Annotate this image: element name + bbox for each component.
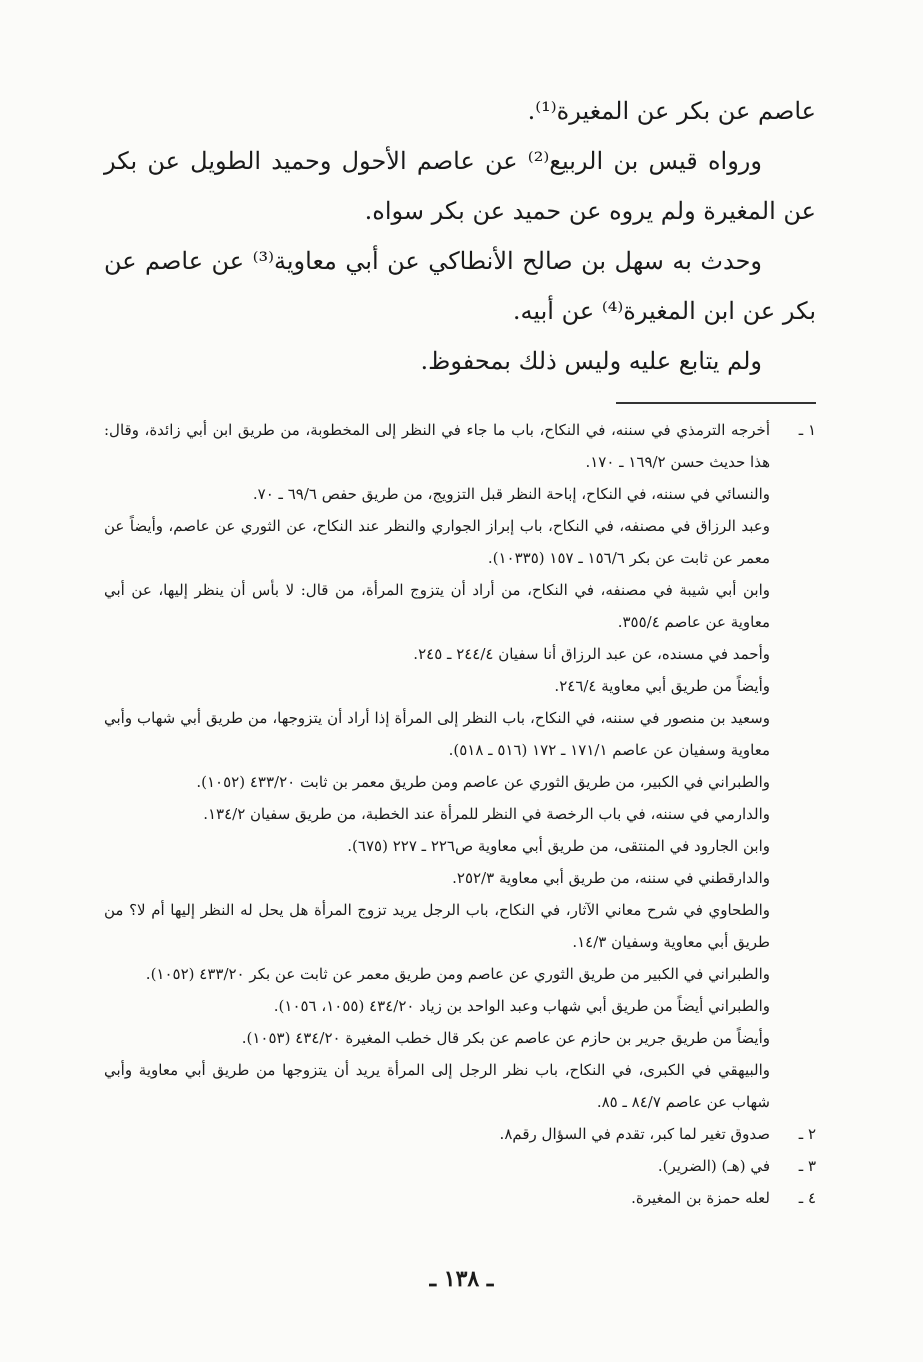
footnote-line: والبيهقي في الكبرى، في النكاح، باب نظر الرجل إلى المرأة يريد أن يتزوجها من طريق أبي معاوية وأبي شهاب عن عاصم ٨٤/٧ ـ ٨٥.: [104, 1061, 770, 1111]
footnote-line: والطبراني في الكبير من طريق الثوري عن عاصم ومن طريق معمر عن ثابت عن بكر ٤٣٣/٢٠ (١٠٥٢).: [145, 965, 770, 983]
main-paragraph: عاصم عن بكر عن المغيرة⁽¹⁾.: [527, 97, 816, 125]
footnote-line: لعله حمزة بن المغيرة.: [631, 1189, 770, 1207]
footnote-number: ٤ ـ: [798, 1189, 816, 1207]
footnote-line: وسعيد بن منصور في سننه، في النكاح، باب النظر إلى المرأة إذا أراد أن يتزوجها، من طريق أبي شهاب وأبي معاوية وسفيان عن عاصم ١٧١/١ ـ ١٧٢ (٥١٦ ـ ٥١٨).: [104, 709, 770, 759]
footnote-number: ١ ـ: [798, 421, 816, 439]
footnote-line: وأحمد في مسنده، عن عبد الرزاق أنا سفيان ٢٤٤/٤ ـ ٢٤٥.: [413, 645, 770, 663]
footnote-line: والطحاوي في شرح معاني الآثار، في النكاح، باب الرجل يريد تزوج المرأة هل يحل له النظر إليها أم لا؟ من طريق أبي معاوية وسفيان ١٤/٣.: [104, 901, 770, 951]
footnote-line: في (هـ) (الضرير).: [657, 1157, 770, 1175]
footnote-line: والنسائي في سننه، في النكاح، إباحة النظر قبل التزويج، من طريق حفص ٦٩/٦ ـ ٧٠.: [252, 485, 770, 503]
main-paragraph: ولم يتابع عليه وليس ذلك بمحفوظ.: [420, 347, 762, 375]
footnote-1: [104, 414, 816, 478]
page-number: ـ ١٣٨ ـ: [429, 1266, 494, 1292]
footnote-number: ٢ ـ: [798, 1125, 816, 1143]
footnote-separator: [616, 402, 816, 404]
footnote-line: والدارقطني في سننه، من طريق أبي معاوية ٢٥٢/٣.: [452, 869, 770, 887]
footnote-line: والطبراني في الكبير، من طريق الثوري عن عاصم ومن طريق معمر بن ثابت ٤٣٣/٢٠ (١٠٥٢).: [196, 773, 770, 791]
footnote-line: وابن أبي شيبة في مصنفه، في النكاح، من أراد أن يتزوج المرأة، من قال: لا بأس أن ينظر إليها، عن أبي معاوية عن عاصم ٣٥٥/٤.: [104, 581, 770, 631]
main-text: [104, 86, 816, 386]
footnote-line: أخرجه الترمذي في سننه، في النكاح، باب ما جاء في النظر إلى المخطوبة، من طريق ابن أبي زائدة، وقال: هذا حديث حسن ١٦٩/٢ ـ ١٧٠.: [104, 421, 770, 471]
footnote-4: [104, 1182, 816, 1214]
main-paragraph: ورواه قيس بن الربيع⁽²⁾ عن عاصم الأحول وحميد الطويل عن بكر عن المغيرة ولم يروه عن حميد عن بكر سواه.: [104, 147, 816, 225]
footnote-line: وابن الجارود في المنتقى، من طريق أبي معاوية ص٢٢٦ ـ ٢٢٧ (٦٧٥).: [347, 837, 770, 855]
footnote-line: صدوق تغير لما كبر، تقدم في السؤال رقم٨.: [499, 1125, 770, 1143]
footnote-line: وأيضاً من طريق أبي معاوية ٢٤٦/٤.: [554, 677, 770, 695]
footnote-3: [104, 1150, 816, 1182]
footnote-line: والدارمي في سننه، في باب الرخصة في النظر للمرأة عند الخطبة، من طريق سفيان ١٣٤/٢.: [203, 805, 770, 823]
footnote-line: والطبراني أيضاً من طريق أبي شهاب وعبد الواحد بن زياد ٤٣٤/٢٠ (١٠٥٥، ١٠٥٦).: [273, 997, 770, 1015]
footnote-line: وعبد الرزاق في مصنفه، في النكاح، باب إبراز الجواري والنظر عند النكاح، عن الثوري عن عاصم، وأيضاً عن معمر عن ثابت عن بكر ١٥٦/٦ ـ ١٥٧ (١٠٣٣٥).: [104, 517, 770, 567]
footnotes: [104, 414, 816, 1214]
main-paragraph: وحدث به سهل بن صالح الأنطاكي عن أبي معاوية⁽³⁾ عن عاصم عن بكر عن ابن المغيرة⁽⁴⁾ عن أبيه.: [104, 247, 816, 325]
page-body: [104, 86, 816, 1214]
footnote-2: [104, 1118, 816, 1150]
footnote-line: وأيضاً من طريق جرير بن حازم عن عاصم عن بكر قال خطب المغيرة ٤٣٤/٢٠ (١٠٥٣).: [241, 1029, 770, 1047]
footnote-number: ٣ ـ: [798, 1157, 816, 1175]
